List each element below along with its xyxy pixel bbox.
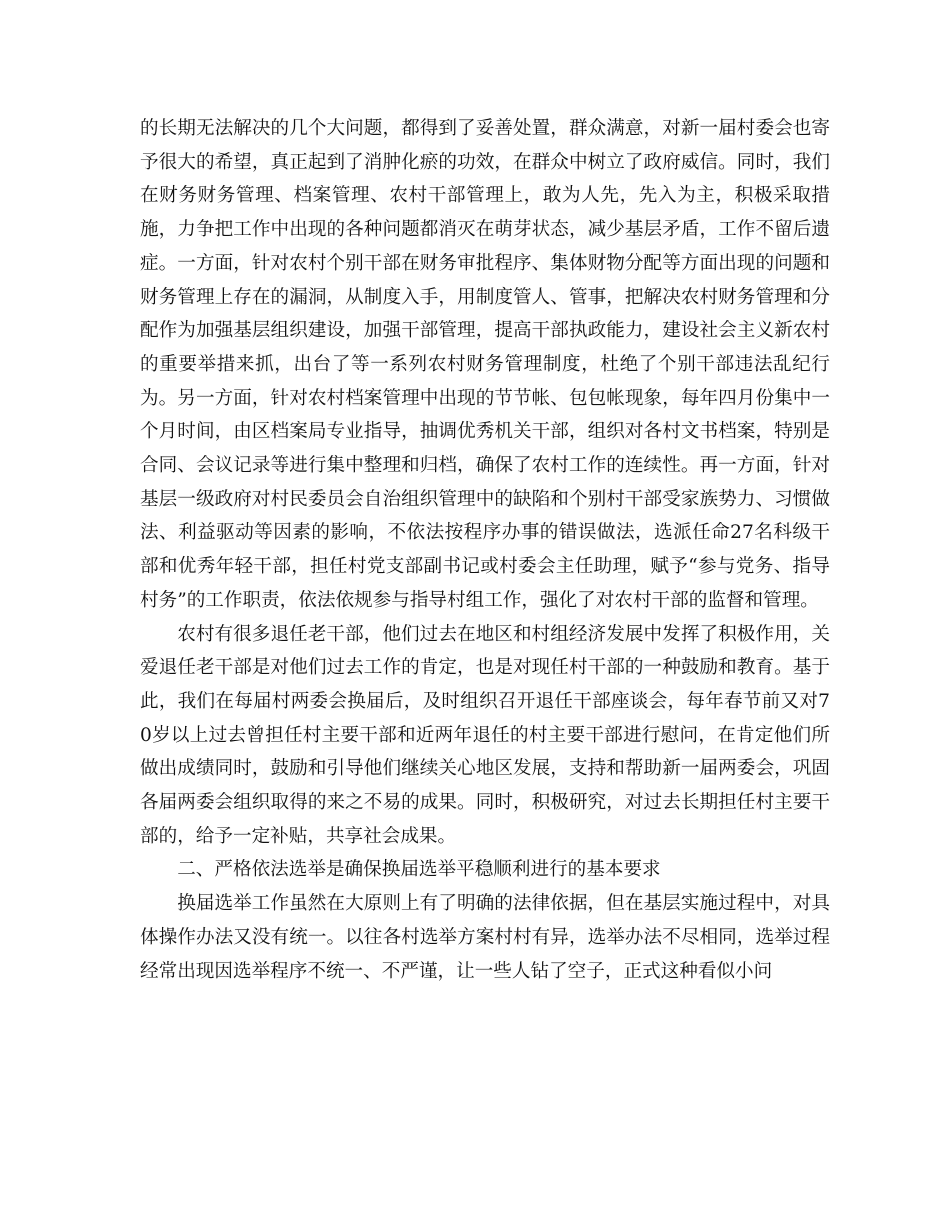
paragraph-election: 换届选举工作虽然在大原则上有了明确的法律依据，但在基层实施过程中，对具体操作办法又没有统一。以往各村选举方案村村有异，选举办法不尽相同，选举过程经常出现因选举程序不统一、不严谨，让一些人钻了空子，正式这种看似小问 (140, 893, 830, 982)
paragraph-continuation: 的长期无法解决的几个大问题，都得到了妥善处置，群众满意，对新一届村委会也寄予很大的希望，真正起到了消肿化瘀的功效，在群众中树立了政府威信。同时，我们在财务财务管理、档案管理、农村干部管理上，敢为人先，先入为主，积极采取措施，力争把工作中出现的各种问题都消灭在萌芽状态，减少基层矛盾，工作不留后遗症。一方面，针对农村个别干部在财务审批程序、集体财物分配等方面出现的问题和财务管理上存在的漏洞，从制度入手，用制度管人、管事，把解决农村财务管理和分配作为加强基层组织建设，加强干部管理，提高干部执政能力，建设社会主义新农村的重要举措来抓，出台了等一系列农村财务管理制度，杜绝了个别干部违法乱纪行为。另一方面，针对农村档案管理中出现的节节帐、包包帐现象，每年四月份集中一个月时间，由区档案局专业指导，抽调优秀机关干部，组织对各村文书档案，特别是合同、会议记录等进行集中整理和归档，确保了农村工作的连续性。再一方面，针对基层一级政府对村民委员会自治组织管理中的缺陷和个别村干部受家族势力、习惯做法、利益驱动等因素的影响，不依法按程序办事的错误做法，选派任命27名科级干部和优秀年轻干部，担任村党支部副书记或村委会主任助理，赋予“参与党务、指导村务”的工作职责，依法依规参与指导村组工作，强化了对农村干部的监督和管理。 (140, 118, 830, 611)
document-body (140, 112, 830, 988)
paragraph-retired-cadres: 农村有很多退任老干部，他们过去在地区和村组经济发展中发挥了积极作用，关爱退任老干部是对他们过去工作的肯定，也是对现任村干部的一种鼓励和教育。基于此，我们在每届村两委会换届后，及时组织召开退任干部座谈会，每年春节前又对70岁以上过去曾担任村主要干部和近两年退任的村主要干部进行慰问，在肯定他们所做出成绩同时，鼓励和引导他们继续关心地区发展，支持和帮助新一届两委会，巩固各届两委会组织取得的来之不易的成果。同时，积极研究，对过去长期担任村主要干部的，给予一定补贴，共享社会成果。 (140, 623, 830, 847)
section-heading: 二、严格依法选举是确保换届选举平稳顺利进行的基本要求 (177, 859, 661, 881)
